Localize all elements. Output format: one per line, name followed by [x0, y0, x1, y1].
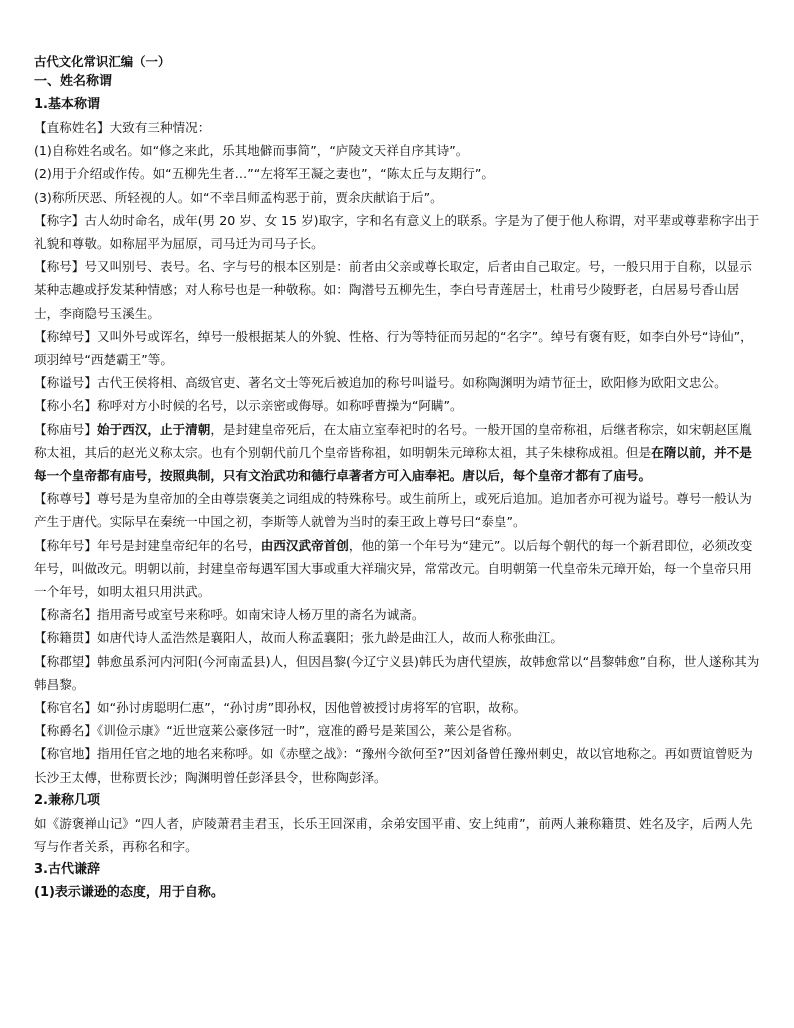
miaohao-bold-2: 在隋以前，并不是每一个皇帝都有庙号，按照典制，只有文治武功和德行卓著者方可入庙奉祀。唐以后，每个皇帝才都有了庙号。 [34, 444, 752, 484]
jueming-tag: 【称爵名】 [34, 723, 97, 739]
miaohao-text: ，是封建皇帝死后，在太庙立室奉祀时的名号。一般开国的皇帝称祖，后继者称宗，如宋朝赵匡胤称太祖，其后的赵光义称太宗。也有个别朝代前几个皇帝皆称祖，如明朝朱元璋称太祖，其子朱棣称成祖。但是 [34, 421, 752, 460]
subheading-combined-titles: 2.兼称几项 [34, 792, 100, 808]
paragraph-xiaoming [34, 394, 760, 417]
zhicheng-case-2: (2)用于介绍或作传。如“五柳先生者…”“左将军王凝之妻也”，“陈太丘与友期行”。 [34, 166, 494, 182]
zhaiming-tag: 【称斋名】 [34, 607, 97, 623]
paragraph-guanming [34, 696, 760, 719]
paragraph-chuohao [34, 325, 760, 371]
zhicheng-case-1: (1)自称姓名或名。如“修之来此，乐其地僻而事简”，“庐陵文天祥自序其诗”。 [34, 143, 469, 159]
zunhao-text: 尊号是为皇帝加的全由尊崇褒美之词组成的特殊称号。或生前所上，或死后追加。追加者亦可视为谥号。尊号一般认为产生于唐代。实际早在秦统一中国之初，李斯等人就曾为当时的秦王政上尊号曰“泰皇”。 [34, 491, 752, 530]
jiguan-text: 如唐代诗人孟浩然是襄阳人，故而人称孟襄阳；张九龄是曲江人，故而人称张曲江。 [96, 630, 563, 646]
chuohao-text: 又叫外号或诨名，绰号一般根据某人的外貌、性格、行为等特征而另起的“名字”。绰号有褒有贬，如李白外号“诗仙”，项羽绰号“西楚霸王”等。 [34, 328, 753, 368]
paragraph-shihao [34, 371, 760, 394]
guandi-text: 指用任官之地的地名来称呼。如《赤壁之战》：“豫州今欲何至?”因刘备曾任豫州刺史，故以官地称之。再如贾谊曾贬为长沙王太傅，世称贾长沙；陶渊明曾任彭泽县令，世称陶彭泽。 [34, 746, 753, 785]
paragraph-jiguan [34, 626, 760, 649]
zi-tag: 【称字】 [34, 212, 85, 228]
paragraph-zi [34, 209, 760, 255]
zhicheng-intro-text: 大致有三种情况： [109, 120, 211, 135]
paragraph-junwang [34, 650, 760, 696]
junwang-text: 韩愈虽系河内河阳(今河南孟县)人，但因昌黎(今辽宁义县)韩氏为唐代望族，故韩愈常以“昌黎韩愈”自称，世人遂称其为韩昌黎。 [34, 653, 760, 692]
hao-text: 号又叫别号、表号。名、字与号的根本区别是：前者由父亲或尊长取定，后者由自己取定。号，一般只用于自称，以显示某种志趣或抒发某种情感；对人称号也是一种敬称。如：陶潜号五柳先生，李白号青莲居士，杜甫号少陵野老，白居易号香山居士，李商隐号玉溪生。 [34, 259, 752, 321]
junwang-tag: 【称郡望】 [34, 653, 97, 669]
nianhao-text-1: 年号是封建皇帝纪年的名号， [96, 537, 261, 553]
paragraph-jueming [34, 719, 760, 742]
guanming-text: 如“孙讨虏聪明仁惠”，“孙讨虏”即孙权，因他曾被授讨虏将军的官职，故称。 [96, 700, 527, 716]
nianhao-tag: 【称年号】 [34, 537, 97, 553]
document-page [34, 52, 760, 904]
paragraph-nianhao [34, 534, 760, 604]
jiguan-tag: 【称籍贯】 [34, 630, 97, 646]
humble-term-item-1: (1)表示谦逊的态度，用于自称。 [34, 885, 224, 901]
guandi-tag: 【称官地】 [34, 746, 97, 762]
zhicheng-intro [34, 116, 760, 139]
nianhao-text-2: ，他的第一个年号为“建元”。以后每个朝代的每一个新君即位，必须改变年号，叫做改元。明朝以前，封建皇帝每遇军国大事或重大祥瑞灾异，常常改元。自明朝第一代皇帝朱元璋开始，每一个皇帝只用一个年号，如明太祖只用洪武。 [34, 537, 753, 600]
hao-tag: 【称号】 [34, 259, 85, 275]
zunhao-tag: 【称尊号】 [34, 491, 97, 507]
zhaiming-text: 指用斋号或室号来称呼。如南宋诗人杨万里的斋名为诚斋。 [96, 607, 425, 623]
shihao-tag: 【称谥号】 [34, 375, 97, 391]
jueming-text: 《训俭示康》“近世寇莱公豪侈冠一时”，寇准的爵号是莱国公，莱公是省称。 [96, 723, 520, 739]
paragraph-zhaiming [34, 603, 760, 626]
subheading-humble-terms: 3.古代谦辞 [34, 862, 100, 878]
miaohao-tag: 【称庙号】 [34, 421, 97, 437]
chuohao-tag: 【称绰号】 [34, 328, 97, 344]
paragraph-zunhao [34, 487, 760, 533]
miaohao-bold-1: 始于西汉，止于清朝 [96, 421, 211, 437]
xiaoming-text: 称呼对方小时候的名号，以示亲密或侮辱。如称呼曹操为“阿瞒”。 [96, 398, 463, 414]
zhicheng-case-3: (3)称所厌恶、所轻视的人。如“不幸吕师孟构恶于前，贾余庆献谄于后”。 [34, 189, 443, 205]
paragraph-guandi [34, 742, 760, 788]
paragraph-jiancheng: 如《游褒禅山记》“四人者，庐陵萧君圭君玉，长乐王回深甫，余弟安国平甫、安上纯甫”，前两人兼称籍贯、姓名及字，后两人先写与作者关系，再称名和字。 [34, 815, 753, 855]
zi-text: 古人幼时命名，成年(男 20 岁、女 15 岁)取字，字和名有意义上的联系。字是为了便于他人称谓，对平辈或尊辈称字出于礼貌和尊敬。如称屈平为屈原，司马迁为司马子长。 [34, 212, 760, 252]
doc-title: 古代文化常识汇编（一） [34, 54, 171, 69]
section-heading-names: 一、姓名称谓 [34, 74, 113, 89]
subheading-basic-titles: 1.基本称谓 [34, 97, 100, 112]
shihao-text: 古代王侯将相、高级官吏、著名文士等死后被追加的称号叫谥号。如称陶渊明为靖节征士，欧阳修为欧阳文忠公。 [96, 375, 727, 391]
paragraph-miaohao [34, 418, 760, 488]
zhicheng-tag: 【直称姓名】 [34, 120, 110, 135]
xiaoming-tag: 【称小名】 [34, 398, 97, 414]
nianhao-bold: 由西汉武帝首创 [260, 537, 349, 553]
guanming-tag: 【称官名】 [34, 700, 97, 716]
paragraph-hao [34, 255, 760, 325]
